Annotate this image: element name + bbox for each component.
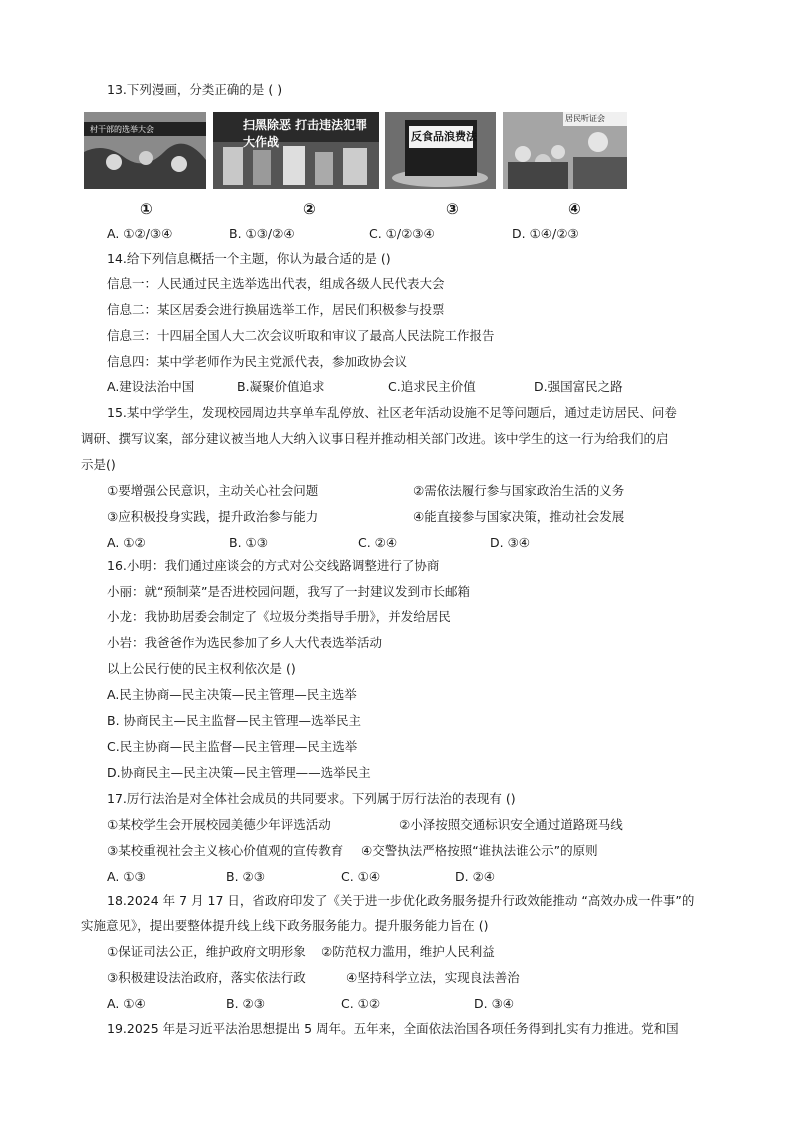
q17-option-d: D. ②④ bbox=[455, 869, 495, 884]
q16-line-1: 16.小明：我们通过座谈会的方式对公交线路调整进行了协商 bbox=[107, 558, 440, 573]
q17-option-c: C. ①④ bbox=[341, 869, 381, 884]
q13-option-b: B. ①③/②④ bbox=[229, 226, 295, 241]
q19-stem: 19.2025 年是习近平法治思想提出 5 周年。五年来，全面依法治国各项任务得到扎实有力推进。党和国 bbox=[107, 1021, 679, 1036]
q13-option-d: D. ①④/②③ bbox=[512, 226, 579, 241]
q17-item-4: ④交警执法严格按照“谁执法谁公示”的原则 bbox=[361, 843, 598, 858]
cartoon-3 bbox=[385, 112, 496, 189]
q16-option-a: A.民主协商—民主决策—民主管理—民主选举 bbox=[107, 687, 357, 702]
q18-option-b: B. ②③ bbox=[226, 996, 265, 1011]
q18-stem-line-1: 18.2024 年 7 月 17 日，省政府印发了《关于进一步优化政务服务提升行政效能推动 “高效办成一件事”的 bbox=[107, 893, 695, 908]
cartoon-4 bbox=[503, 112, 627, 189]
q16-line-3: 小龙：我协助居委会制定了《垃圾分类指导手册》，并发给居民 bbox=[107, 609, 451, 624]
q14-option-d: D.强国富民之路 bbox=[534, 379, 623, 394]
cartoon-3-caption: 反食品浪费法 bbox=[411, 130, 477, 143]
cartoon-2-caption: 扫黑除恶 打击违法犯罪大作战 bbox=[243, 118, 368, 149]
q18-option-a: A. ①④ bbox=[107, 996, 146, 1011]
q13-stem: 13.下列漫画，分类正确的是 ( ) bbox=[107, 82, 283, 97]
q15-option-a: A. ①② bbox=[107, 535, 146, 550]
q14-info-3: 信息三：十四届全国人大二次会议听取和审议了最高人民法院工作报告 bbox=[107, 328, 495, 343]
q15-stem-line-1: 15.某中学学生，发现校园周边共享单车乱停放、社区老年活动设施不足等问题后，通过走访居民、问卷 bbox=[107, 405, 677, 420]
cartoon-1 bbox=[84, 112, 206, 189]
q17-option-b: B. ②③ bbox=[226, 869, 265, 884]
q14-info-1: 信息一：人民通过民主选举选出代表，组成各级人民代表大会 bbox=[107, 276, 445, 291]
q14-info-2: 信息二：某区居委会进行换届选举工作，居民们积极参与投票 bbox=[107, 302, 445, 317]
q13-option-c: C. ①/②③④ bbox=[369, 226, 435, 241]
q18-option-c: C. ①② bbox=[341, 996, 381, 1011]
q17-option-a: A. ①③ bbox=[107, 869, 146, 884]
q16-option-c: C.民主协商—民主监督—民主管理—民主选举 bbox=[107, 739, 358, 754]
q15-option-d: D. ③④ bbox=[490, 535, 530, 550]
q16-line-4: 小岩：我爸爸作为选民参加了乡人大代表选举活动 bbox=[107, 635, 383, 650]
q18-item-2: ②防范权力滥用，维护人民利益 bbox=[321, 944, 495, 959]
cartoon-2 bbox=[213, 112, 379, 189]
q16-line-2: 小丽：就“预制菜”是否进校园问题，我写了一封建议发到市长邮箱 bbox=[107, 584, 470, 599]
q16-question: 以上公民行使的民主权利依次是 () bbox=[107, 661, 296, 676]
q18-item-3: ③积极建设法治政府，落实依法行政 bbox=[107, 970, 306, 985]
q15-stem-line-2: 调研、撰写议案，部分建议被当地人大纳入议事日程并推动相关部门改进。该中学生的这一行为给我们的启 bbox=[81, 431, 669, 446]
q15-item-2: ②需依法履行参与国家政治生活的义务 bbox=[413, 483, 625, 498]
q15-item-3: ③应积极投身实践，提升政治参与能力 bbox=[107, 509, 319, 524]
q18-stem-line-2: 实施意见》，提出要整体提升线上线下政务服务能力。提升服务能力旨在 () bbox=[81, 918, 489, 933]
q13-option-a: A. ①②/③④ bbox=[107, 226, 173, 241]
q15-option-b: B. ①③ bbox=[229, 535, 268, 550]
q14-info-4: 信息四：某中学老师作为民主党派代表，参加政协会议 bbox=[107, 354, 408, 369]
q14-option-b: B.凝聚价值追求 bbox=[237, 379, 325, 394]
q18-item-1: ①保证司法公正，维护政府文明形象 bbox=[107, 944, 306, 959]
q18-option-d: D. ③④ bbox=[474, 996, 514, 1011]
q17-item-3: ③某校重视社会主义核心价值观的宣传教育 bbox=[107, 843, 344, 858]
q16-option-b: B. 协商民主—民主监督—民主管理—选举民主 bbox=[107, 713, 362, 728]
q15-item-1: ①要增强公民意识，主动关心社会问题 bbox=[107, 483, 319, 498]
q15-item-4: ④能直接参与国家决策，推动社会发展 bbox=[413, 509, 625, 524]
q17-item-2: ②小泽按照交通标识安全通过道路斑马线 bbox=[399, 817, 623, 832]
q14-option-c: C.追求民主价值 bbox=[388, 379, 476, 394]
cartoon-4-number: ④ bbox=[568, 200, 581, 218]
cartoon-2-number: ② bbox=[303, 200, 316, 218]
cartoon-1-caption: 村干部的选举大会 bbox=[90, 125, 154, 134]
cartoon-3-number: ③ bbox=[446, 200, 459, 218]
cartoon-1-number: ① bbox=[140, 200, 153, 218]
q14-stem: 14.给下列信息概括一个主题，你认为最合适的是 () bbox=[107, 251, 391, 266]
q16-option-d: D.协商民主—民主决策—民主管理——选举民主 bbox=[107, 765, 371, 780]
q15-stem-line-3: 示是() bbox=[81, 457, 116, 472]
q17-stem: 17.厉行法治是对全体社会成员的共同要求。下列属于厉行法治的表现有 () bbox=[107, 791, 516, 806]
q15-option-c: C. ②④ bbox=[358, 535, 398, 550]
q17-item-1: ①某校学生会开展校园美德少年评选活动 bbox=[107, 817, 331, 832]
q18-item-4: ④坚持科学立法，实现良法善治 bbox=[346, 970, 520, 985]
q14-option-a: A.建设法治中国 bbox=[107, 379, 195, 394]
cartoon-4-caption: 居民听证会 bbox=[565, 114, 605, 123]
